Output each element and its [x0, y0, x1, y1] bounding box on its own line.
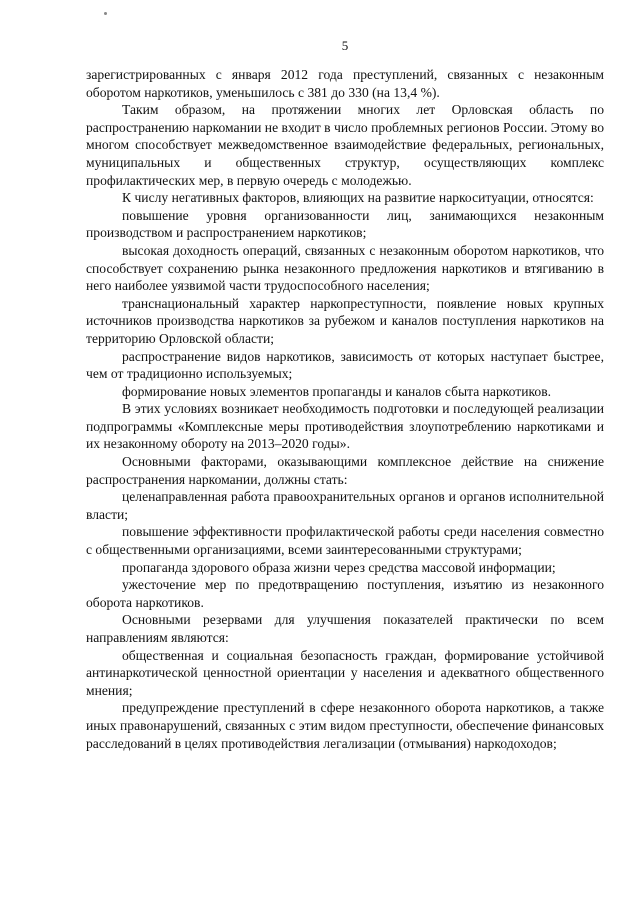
list-item: формирование новых элементов пропаганды и каналов сбыта наркотиков. — [122, 383, 552, 399]
list-item: повышение уровня организованности лиц, занимающихся незаконным производством и распространением наркотиков; — [86, 207, 604, 241]
paragraph: Основными факторами, оказывающими комплексное действие на снижение распространения наркомании, должны стать: — [86, 454, 604, 487]
list-item: повышение эффективности профилактической работы среди населения совместно с общественными организациями, всеми заинтересованными структурами; — [86, 524, 604, 558]
list-item: предупреждение преступлений в сфере незаконного оборота наркотиков, а также иных правонарушений, связанных с этим видом преступности, обеспечение финансовых расследований в целях противодействия легализации (отмывания) наркодоходов; — [86, 700, 604, 751]
paragraph: Основными резервами для улучшения показателей практически по всем направлениям являются: — [86, 612, 604, 645]
list-item: ужесточение мер по предотвращению поступления, изъятию из незаконного оборота наркотиков. — [86, 577, 604, 610]
list-item: общественная и социальная безопасность граждан, формирование устойчивой антинаркотической ценностной ориентации у населения и адекватного общественного мнения; — [86, 647, 604, 698]
list-item: транснациональный характер наркопреступности, появление новых крупных источников производства наркотиков за рубежом и каналов поступления наркотиков на территорию Орловской области; — [86, 295, 604, 346]
paragraph: К числу негативных факторов, влияющих на развитие наркоситуации, относятся: — [122, 190, 594, 206]
scan-speck — [104, 12, 107, 15]
paragraph: Таким образом, на протяжении многих лет Орловская область по распространению наркомании не входит в число проблемных регионов России. Этому во многом способствует межведомственное взаимодействие федеральных, региональных, муниципальных и общественных структур, осуществляющих комплекс профилактических мер, в первую очередь с молодежью. — [86, 102, 604, 188]
list-item: пропаганда здорового образа жизни через средства массовой информации; — [122, 559, 556, 575]
list-item: высокая доходность операций, связанных с незаконным оборотом наркотиков, что способствует сохранению рынка незаконного предложения наркотиков и втягиванию в него наиболее уязвимой части трудоспособного населения; — [86, 242, 604, 294]
paragraph: зарегистрированных с января 2012 года преступлений, связанных с незаконным оборотом наркотиков, уменьшилось с 381 до 330 (на 13,4 %). — [86, 67, 604, 100]
page-number: 5 — [341, 38, 349, 53]
list-item: целенаправленная работа правоохранительных органов и органов исполнительной власти; — [86, 489, 604, 522]
paragraph: В этих условиях возникает необходимость подготовки и последующей реализации подпрограммы «Комплексные меры противодействия злоупотреблению наркотиками и их незаконному обороту на 2013–2020 годы». — [86, 401, 604, 452]
document-body — [86, 66, 604, 752]
list-item: распространение видов наркотиков, зависимость от которых наступает быстрее, чем от традиционно используемых; — [86, 348, 604, 382]
